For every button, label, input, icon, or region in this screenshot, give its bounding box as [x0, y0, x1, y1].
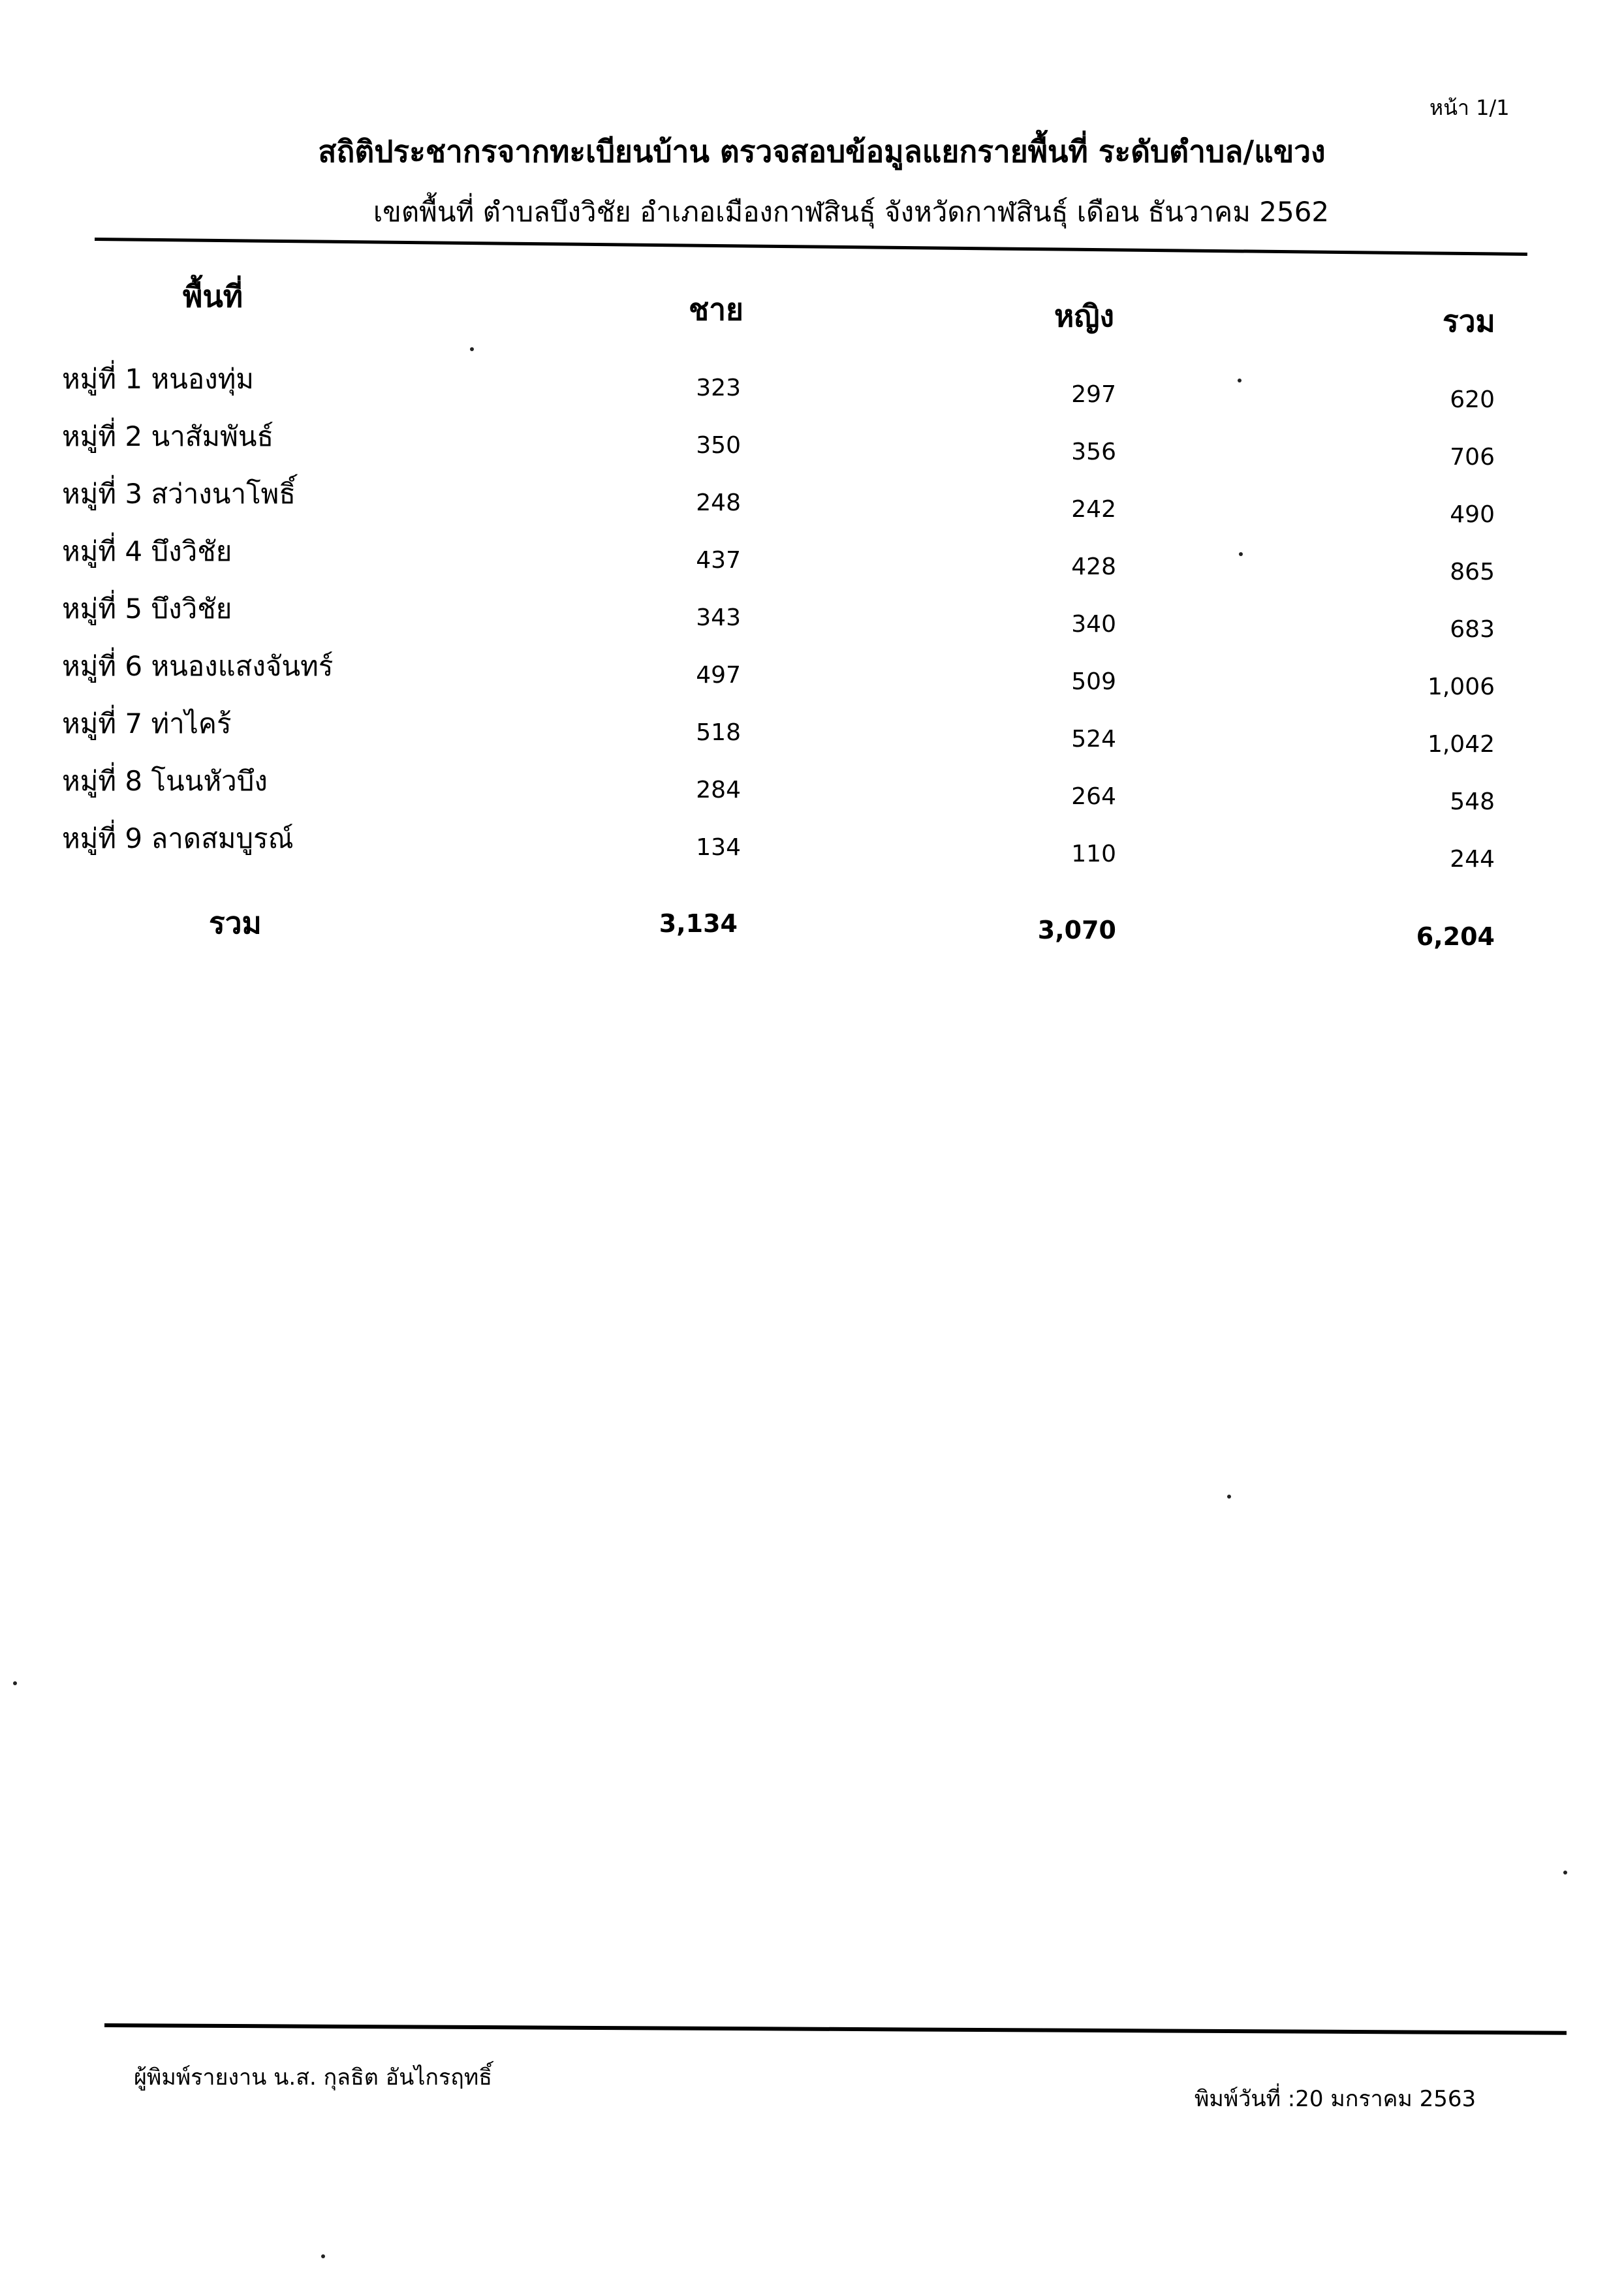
- row-female-count: 264: [1071, 783, 1116, 810]
- summary-male: 3,134: [659, 909, 738, 938]
- column-header-female: หญิง: [1054, 298, 1114, 334]
- row-total-count: 865: [1450, 559, 1495, 585]
- row-male-count: 248: [696, 490, 741, 516]
- row-total-count: 706: [1450, 444, 1495, 471]
- scan-speck: [321, 2254, 325, 2258]
- row-total-count: 244: [1450, 846, 1495, 873]
- row-total-count: 548: [1450, 788, 1495, 815]
- summary-label: รวม: [209, 905, 262, 941]
- row-female-count: 356: [1071, 439, 1116, 465]
- row-total-count: 620: [1450, 386, 1495, 413]
- row-area-name: หมู่ที่ 8 โนนหัวบึง: [62, 765, 268, 797]
- summary-total: 6,204: [1416, 922, 1495, 951]
- row-male-count: 323: [696, 375, 741, 401]
- scan-speck: [13, 1681, 17, 1685]
- row-area-name: หมู่ที่ 3 สว่างนาโพธิ์: [62, 478, 296, 510]
- row-area-name: หมู่ที่ 7 ท่าไคร้: [62, 708, 232, 739]
- column-header-male: ชาย: [689, 292, 744, 327]
- report-subtitle: เขตพื้นที่ ตำบลบึงวิชัย อำเภอเมืองกาฬสินธุ์ จังหวัดกาฬสินธุ์ เดือน ธันวาคม 2562: [373, 196, 1330, 228]
- row-area-name: หมู่ที่ 4 บึงวิชัย: [62, 535, 232, 567]
- footer-printed-date: พิมพ์วันที่ :20 มกราคม 2563: [1195, 2086, 1476, 2112]
- row-area-name: หมู่ที่ 6 หนองแสงจันทร์: [62, 650, 334, 682]
- footer-reporter: ผู้พิมพ์รายงาน น.ส. กุลธิต อันไกรฤทธิ์: [134, 2064, 493, 2091]
- summary-female: 3,070: [1037, 916, 1116, 944]
- row-male-count: 134: [696, 834, 741, 861]
- footer-rule: [104, 2023, 1567, 2035]
- row-total-count: 490: [1450, 501, 1495, 528]
- row-female-count: 242: [1071, 496, 1116, 523]
- row-female-count: 340: [1071, 611, 1116, 638]
- scan-speck: [1563, 1871, 1567, 1875]
- report-title: สถิติประชากรจากทะเบียนบ้าน ตรวจสอบข้อมูลแยกรายพื้นที่ ระดับตำบล/แขวง: [318, 134, 1326, 169]
- row-total-count: 683: [1450, 616, 1495, 643]
- row-male-count: 343: [696, 604, 741, 631]
- row-male-count: 437: [696, 547, 741, 574]
- row-total-count: 1,042: [1427, 731, 1495, 758]
- row-female-count: 428: [1071, 553, 1116, 580]
- row-area-name: หมู่ที่ 2 นาสัมพันธ์: [62, 420, 274, 452]
- row-area-name: หมู่ที่ 9 ลาดสมบูรณ์: [62, 822, 294, 854]
- scan-speck: [1227, 1495, 1231, 1499]
- page-number: หน้า 1/1: [1429, 95, 1510, 120]
- row-female-count: 509: [1071, 668, 1116, 695]
- row-female-count: 524: [1071, 726, 1116, 753]
- column-header-area: พื้นที่: [183, 279, 243, 314]
- row-female-count: 110: [1071, 841, 1116, 867]
- row-female-count: 297: [1071, 381, 1116, 408]
- row-area-name: หมู่ที่ 1 หนองทุ่ม: [62, 363, 254, 395]
- scan-speck: [470, 347, 474, 351]
- row-male-count: 518: [696, 719, 741, 746]
- row-total-count: 1,006: [1427, 674, 1495, 700]
- row-area-name: หมู่ที่ 5 บึงวิชัย: [62, 593, 232, 625]
- row-male-count: 350: [696, 432, 741, 459]
- row-male-count: 284: [696, 777, 741, 803]
- header-rule: [95, 238, 1527, 256]
- scan-speck: [1238, 379, 1241, 382]
- scan-speck: [1239, 552, 1243, 556]
- column-header-total: รวม: [1443, 303, 1495, 339]
- row-male-count: 497: [696, 662, 741, 689]
